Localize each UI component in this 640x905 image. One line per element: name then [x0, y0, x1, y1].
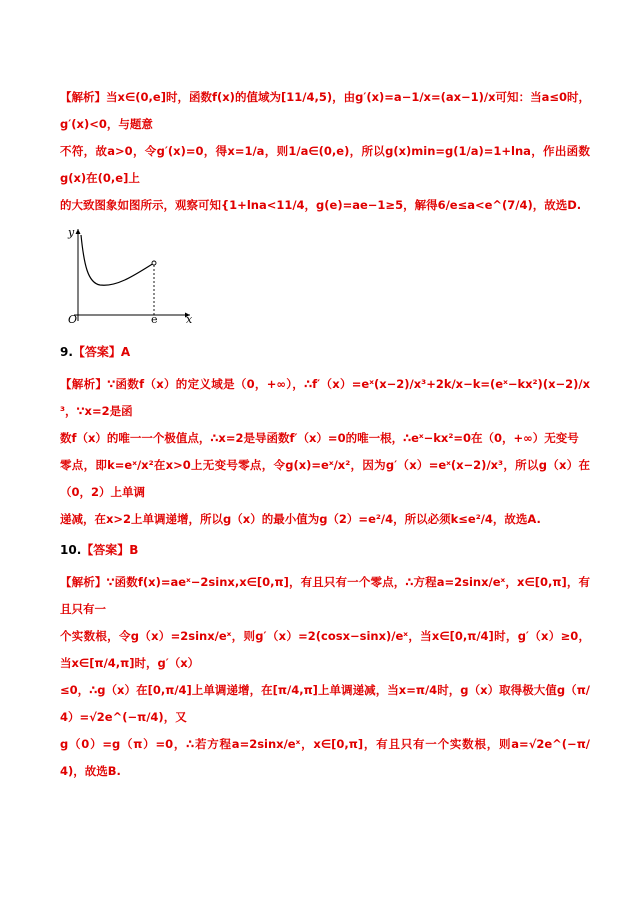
answer-label: 【答案】A	[72, 345, 131, 359]
analysis-10-line-2: 个实数根，令g（x）=2sinx/eˣ，则g′（x）=2(cosx−sinx)/eˣ，当x∈[0,π/4]时，g′（x）≥0，当x∈[π/4,π]时，g′（x）	[60, 629, 590, 670]
analysis-10-line-4: g（0）=g（π）=0，∴若方程a=2sinx/eˣ，x∈[0,π]，有且只有一个实数根，则a=√2e^(−π/4)，故选B.	[60, 737, 590, 778]
analysis-9-line-3: 零点，即k=eˣ/x²在x>0上无变号零点，令g(x)=eˣ/x²，因为g′（x）=eˣ(x−2)/x³，所以g（x）在（0，2）上单调	[60, 458, 590, 499]
analysis-9-line-1: 【解析】∵函数f（x）的定义域是（0，+∞），∴f′（x）=eˣ(x−2)/x³+2k/x−k=(eˣ−kx²)(x−2)/x³，∵x=2是函	[60, 377, 590, 418]
endpoint-marker	[152, 261, 156, 265]
document-page	[60, 84, 590, 785]
question-9-answer	[60, 339, 590, 365]
graph-curve	[81, 235, 154, 285]
answer-label: 【答案】B	[81, 543, 139, 557]
analysis-9-line-4: 递减，在x>2上单调递增，所以g（x）的最小值为g（2）=e²/4，所以必须k≤e²/4，故选A.	[60, 512, 541, 526]
analysis-10-line-3: ≤0，∴g（x）在[0,π/4]上单调递增，在[π/4,π]上单调递减，当x=π/4时，g（x）取得极大值g（π/4）=√2e^(−π/4)，又	[60, 683, 590, 724]
question-number: 10.	[60, 543, 82, 557]
analysis-10-line-1: 【解析】∵函数f(x)=aeˣ−2sinx,x∈[0,π]，有且只有一个零点，∴方程a=2sinx/eˣ，x∈[0,π]，有且只有一	[60, 575, 590, 616]
x-axis-label: x	[186, 313, 193, 323]
y-axis-arrow-icon	[76, 229, 81, 234]
analysis-8-line-1: 【解析】当x∈(0,e]时，函数f(x)的值域为[11/4,5)，由g′(x)=a−1/x=(ax−1)/x可知：当a≤0时，g′(x)<0，与题意	[60, 90, 590, 131]
analysis-8-line-3: 的大致图象如图所示，观察可知{1+lna<11/4，g(e)=ae−1≥5，解得6/e≤a<e^(7/4)，故选D.	[60, 198, 582, 212]
question-number: 9.	[60, 345, 73, 359]
question-10-answer	[60, 537, 590, 563]
y-axis-label: y	[68, 226, 75, 239]
analysis-9-line-2: 数f（x）的唯一一个极值点，∴x=2是导函数f′（x）=0的唯一根，∴eˣ−kx²=0在（0，+∞）无变号	[60, 431, 579, 445]
function-graph	[64, 225, 194, 323]
e-tick-label: e	[151, 313, 158, 323]
analysis-8-line-2: 不符，故a>0，令g′(x)=0，得x=1/a，则1/a∈(0,e)，所以g(x)min=g(1/a)=1+lna，作出函数g(x)在(0,e]上	[60, 144, 590, 185]
origin-label: O	[68, 313, 78, 323]
